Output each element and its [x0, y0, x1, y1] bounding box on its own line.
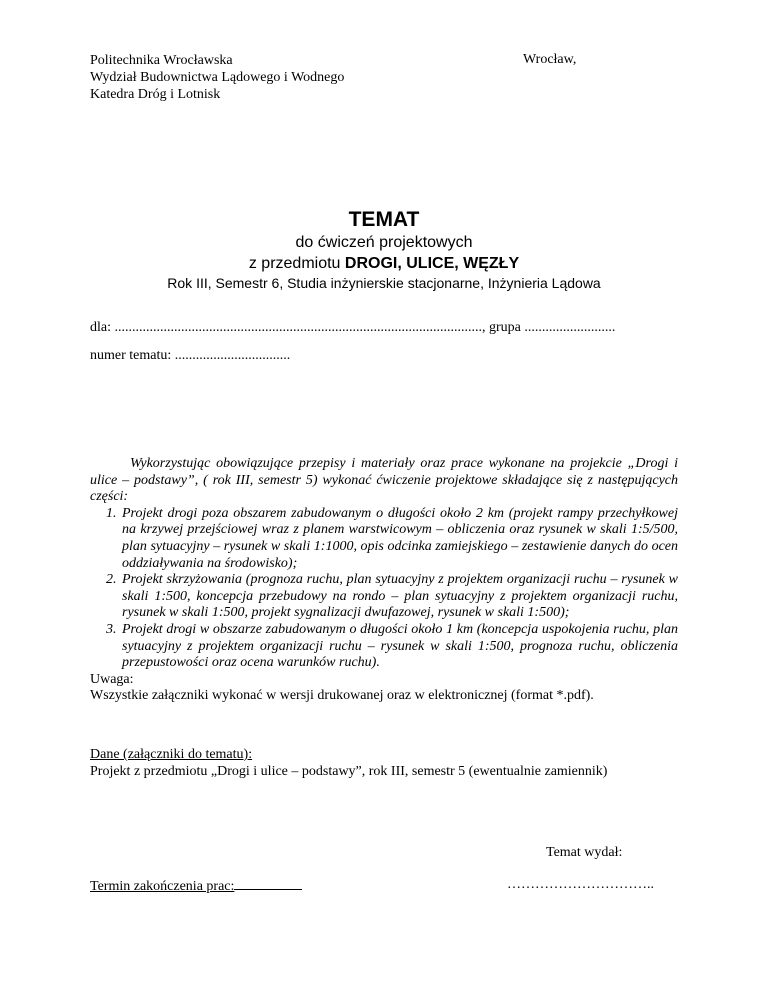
attachments-heading: Dane (załączniki do tematu):	[90, 747, 253, 762]
subject-prefix: z przedmiotu	[248, 255, 345, 272]
assignment-body	[90, 456, 678, 705]
subtitle-study-info: Rok III, Semestr 6, Studia inżynierskie stacjonarne, Inżynieria Lądowa	[167, 275, 601, 291]
deadline-blank-line	[234, 877, 302, 890]
student-name-field: dla: ........................................................................................................., grupa ..........................	[90, 320, 616, 335]
institution-name: Politechnika Wrocławska	[90, 53, 233, 68]
subtitle-exercises: do ćwiczeń projektowych	[295, 234, 473, 251]
deadline-label: Termin zakończenia prac:	[90, 879, 235, 894]
assignment-intro: Wykorzystując obowiązujące przepisy i materiały oraz prace wykonane na projekcie „Drogi i ulice – podstawy”, ( rok III, semestr 5) wykonać ćwiczenie projektowe składające się z następujących części:	[90, 456, 678, 505]
task-list	[90, 506, 678, 672]
note-text: Wszystkie załączniki wykonać w wersji drukowanej oraz w elektronicznej (format *.pdf).	[90, 688, 594, 704]
subject-name: DROGI, ULICE, WĘZŁY	[344, 255, 520, 272]
faculty-name: Wydział Budownictwa Lądowego i Wodnego	[90, 70, 345, 85]
document-title: TEMAT	[348, 208, 420, 231]
signature-line: …………………………..	[507, 877, 654, 892]
department-name: Katedra Dróg i Lotnisk	[90, 87, 221, 102]
attachments-text: Projekt z przedmiotu „Drogi i ulice – podstawy”, rok III, semestr 5 (ewentualnie zamiennik)	[90, 764, 608, 779]
note-label: Uwaga:	[90, 671, 134, 687]
deadline-field	[90, 877, 302, 895]
topic-number-field: numer tematu: .................................	[90, 348, 291, 363]
task-item: 2. Projekt skrzyżowania (prognoza ruchu, plan sytuacyjny z projektem organizacji ruchu – rysunek w skali 1:500, koncepcja przebudowy na rondo – plan sytuacyjny z projektem organizacji ruchu, rysunek w skali 1:500, projekt sygnalizacji dwufazowej, rysunek w skali 1:500);	[120, 572, 678, 622]
subtitle-subject	[0, 255, 768, 273]
task-item: 1. Projekt drogi poza obszarem zabudowanym o długości około 2 km (projekt rampy przechyłkowej na krzywej przejściowej wraz z planem warstwicowym – obliczenia oraz rysunek w skali 1:5/500, plan sytuacyjny – rysunek w skali 1:1000, opis odcinka zamiejskiego – zestawienie danych do ocen oddziaływania na środowisko);	[120, 506, 678, 572]
task-item: 3. Projekt drogi w obszarze zabudowanym o długości około 1 km (koncepcja uspokojenia ruchu, plan sytuacyjny z projektem organizacji ruchu – rysunek w skali 1:500, prognoza ruchu, obliczenia przepustowości oraz ocena warunków ruchu).	[120, 622, 678, 672]
issued-by-label: Temat wydał:	[546, 845, 623, 860]
city-date: Wrocław,	[523, 52, 577, 67]
